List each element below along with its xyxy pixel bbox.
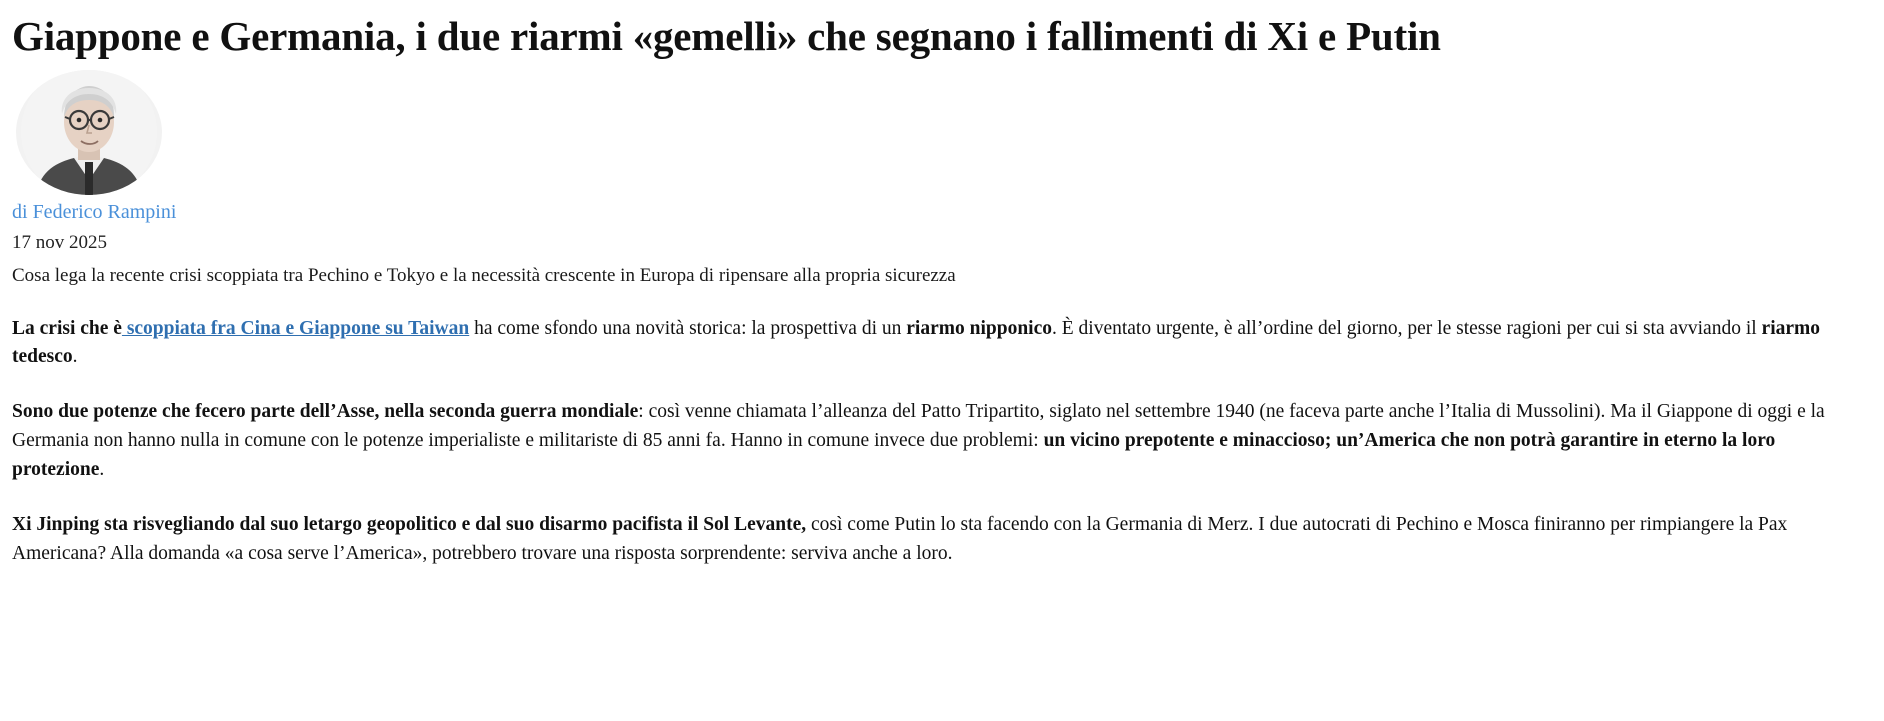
article-standfirst: Cosa lega la recente crisi scoppiata tra Pechino e Tokyo e la necessità crescente in Europa di ripensare alla propria sicurezza bbox=[12, 264, 956, 286]
author-block bbox=[12, 70, 1868, 289]
avatar bbox=[16, 70, 162, 195]
body-text: ha come sfondo una novità storica: la prospettiva di un bbox=[469, 317, 907, 339]
body-text: . È diventato urgente, è all’ordine del giorno, per le stesse ragioni per cui si sta avviando il bbox=[1051, 317, 1762, 339]
body-text: : così venne chiamata l’alleanza del Patto Tripartito, siglato nel settembre 1940 (ne faceva parte anche l’Italia di Mussolini). Ma il Giappone di oggi e la Germania non hanno nulla in comune con le potenze imperialiste e militariste di 85 anni fa. Hanno in comune invece due problemi: bbox=[12, 401, 1825, 452]
bold-text: riarmo tedesco bbox=[12, 317, 1821, 368]
article-body bbox=[12, 315, 1868, 569]
publish-date: 17 nov 2025 bbox=[12, 231, 107, 253]
body-text: . bbox=[72, 346, 78, 368]
article-paragraph bbox=[12, 511, 1868, 569]
article-paragraph bbox=[12, 315, 1868, 373]
author-portrait-image bbox=[16, 70, 162, 195]
bold-text: Sono due potenze che fecero parte dell’Asse, nella seconda guerra mondiale bbox=[12, 401, 639, 423]
author-name[interactable]: Federico Rampini bbox=[32, 200, 177, 223]
article-paragraph bbox=[12, 398, 1868, 485]
inline-link[interactable]: scoppiata fra Cina e Giappone su Taiwan bbox=[121, 317, 470, 339]
byline[interactable] bbox=[12, 201, 1868, 224]
body-text: . bbox=[99, 458, 105, 480]
page-title: Giappone e Germania, i due riarmi «gemelli» che segnano i fallimenti di Xi e Putin bbox=[12, 13, 1441, 59]
bold-text: La crisi che è bbox=[12, 317, 122, 339]
byline-prefix: di bbox=[12, 200, 28, 223]
body-text: così come Putin lo sta facendo con la Germania di Merz. I due autocrati di Pechino e Mosca finiranno per rimpiangere la Pax Americana? Alla domanda «a cosa serve l’America», potrebbero trovare una risposta sorprendente: serviva anche a loro. bbox=[12, 513, 1788, 564]
bold-text: un vicino prepotente e minaccioso; un’America che non potrà garantire in eterno la loro protezione bbox=[12, 430, 1776, 480]
bold-text: Xi Jinping sta risvegliando dal suo letargo geopolitico e dal suo disarmo pacifista il Sol Levante, bbox=[12, 513, 807, 535]
bold-text: riarmo nipponico bbox=[906, 317, 1052, 339]
